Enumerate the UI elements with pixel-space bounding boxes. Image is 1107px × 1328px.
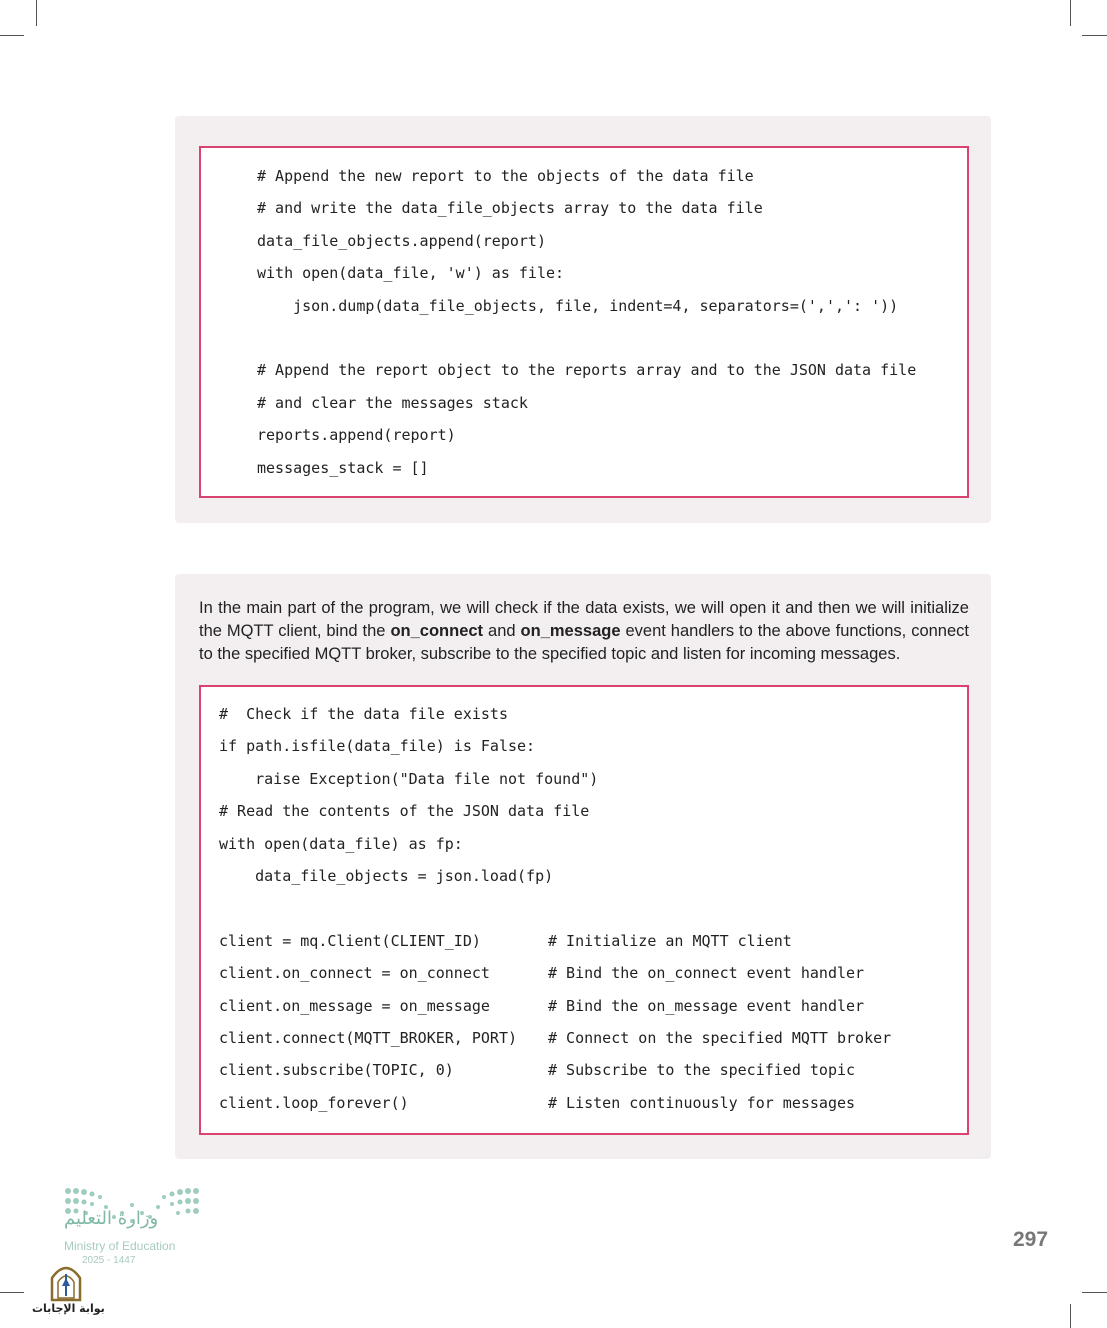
code-line: # and clear the messages stack	[257, 394, 528, 412]
code-line: reports.append(report)	[257, 426, 456, 444]
on-message-keyword: on_message	[520, 622, 621, 640]
page-number: 297	[1013, 1228, 1049, 1251]
code-comment: # Initialize an MQTT client	[548, 932, 792, 950]
code-line: # Append the report object to the reports array and to the JSON data file	[257, 361, 917, 379]
paragraph-text: and	[483, 622, 521, 640]
code-line: with open(data_file) as fp:	[219, 835, 463, 853]
code-line: data_file_objects = json.load(fp)	[219, 867, 554, 885]
code-comment: # Bind the on_connect event handler	[548, 964, 865, 982]
code-line: # Read the contents of the JSON data file	[219, 802, 590, 820]
code-statement: client.subscribe(TOPIC, 0)	[219, 1061, 454, 1079]
code-line: # Check if the data file exists	[219, 705, 508, 723]
crop-mark	[1070, 0, 1071, 26]
code-line: with open(data_file, 'w') as file:	[257, 264, 565, 282]
on-connect-keyword: on_connect	[390, 622, 484, 640]
code-comment: # Connect on the specified MQTT broker	[548, 1029, 892, 1047]
intro-paragraph	[199, 597, 969, 666]
crop-mark	[0, 1292, 24, 1293]
code-line: # Append the new report to the objects of the data file	[257, 167, 754, 185]
crop-mark	[1070, 1304, 1071, 1328]
code-line: data_file_objects.append(report)	[257, 232, 546, 250]
code-line: json.dump(data_file_objects, file, indent=4, separators=(',',': '))	[257, 297, 899, 315]
code-statement: client = mq.Client(CLIENT_ID)	[219, 932, 481, 950]
crop-mark	[0, 35, 24, 36]
code-comment: # Subscribe to the specified topic	[548, 1061, 856, 1079]
code-line: if path.isfile(data_file) is False:	[219, 737, 536, 755]
code-statement: client.loop_forever()	[219, 1094, 409, 1112]
code-comment: # Bind the on_message event handler	[548, 997, 865, 1015]
code-line: messages_stack = []	[257, 459, 429, 477]
code-line: raise Exception("Data file not found")	[219, 770, 599, 788]
paragraph-text: event handlers to the above functions, connect to the specified MQTT broker, subscribe to the specified topic and listen for incoming messages.	[199, 622, 969, 663]
crop-mark	[1082, 35, 1107, 36]
paragraph-text: In the main part of the program, we will check if the data exists, we will open it and then we will initialize the MQTT client, bind the	[199, 599, 969, 640]
ministry-name-english: Ministry of Education	[64, 1239, 176, 1253]
code-statement: client.connect(MQTT_BROKER, PORT)	[219, 1029, 518, 1047]
ministry-year: 2025 - 1447	[82, 1255, 136, 1266]
code-line: # and write the data_file_objects array to the data file	[257, 199, 763, 217]
code-statement: client.on_message = on_message	[219, 997, 490, 1015]
crop-mark	[1082, 1292, 1107, 1293]
code-statement: client.on_connect = on_connect	[219, 964, 490, 982]
code-comment: # Listen continuously for messages	[548, 1094, 856, 1112]
ministry-name-arabic: وزارة التعليم	[64, 1208, 159, 1229]
stamp-label: بوابة الإجابات	[32, 1302, 105, 1315]
crop-mark	[36, 0, 37, 26]
